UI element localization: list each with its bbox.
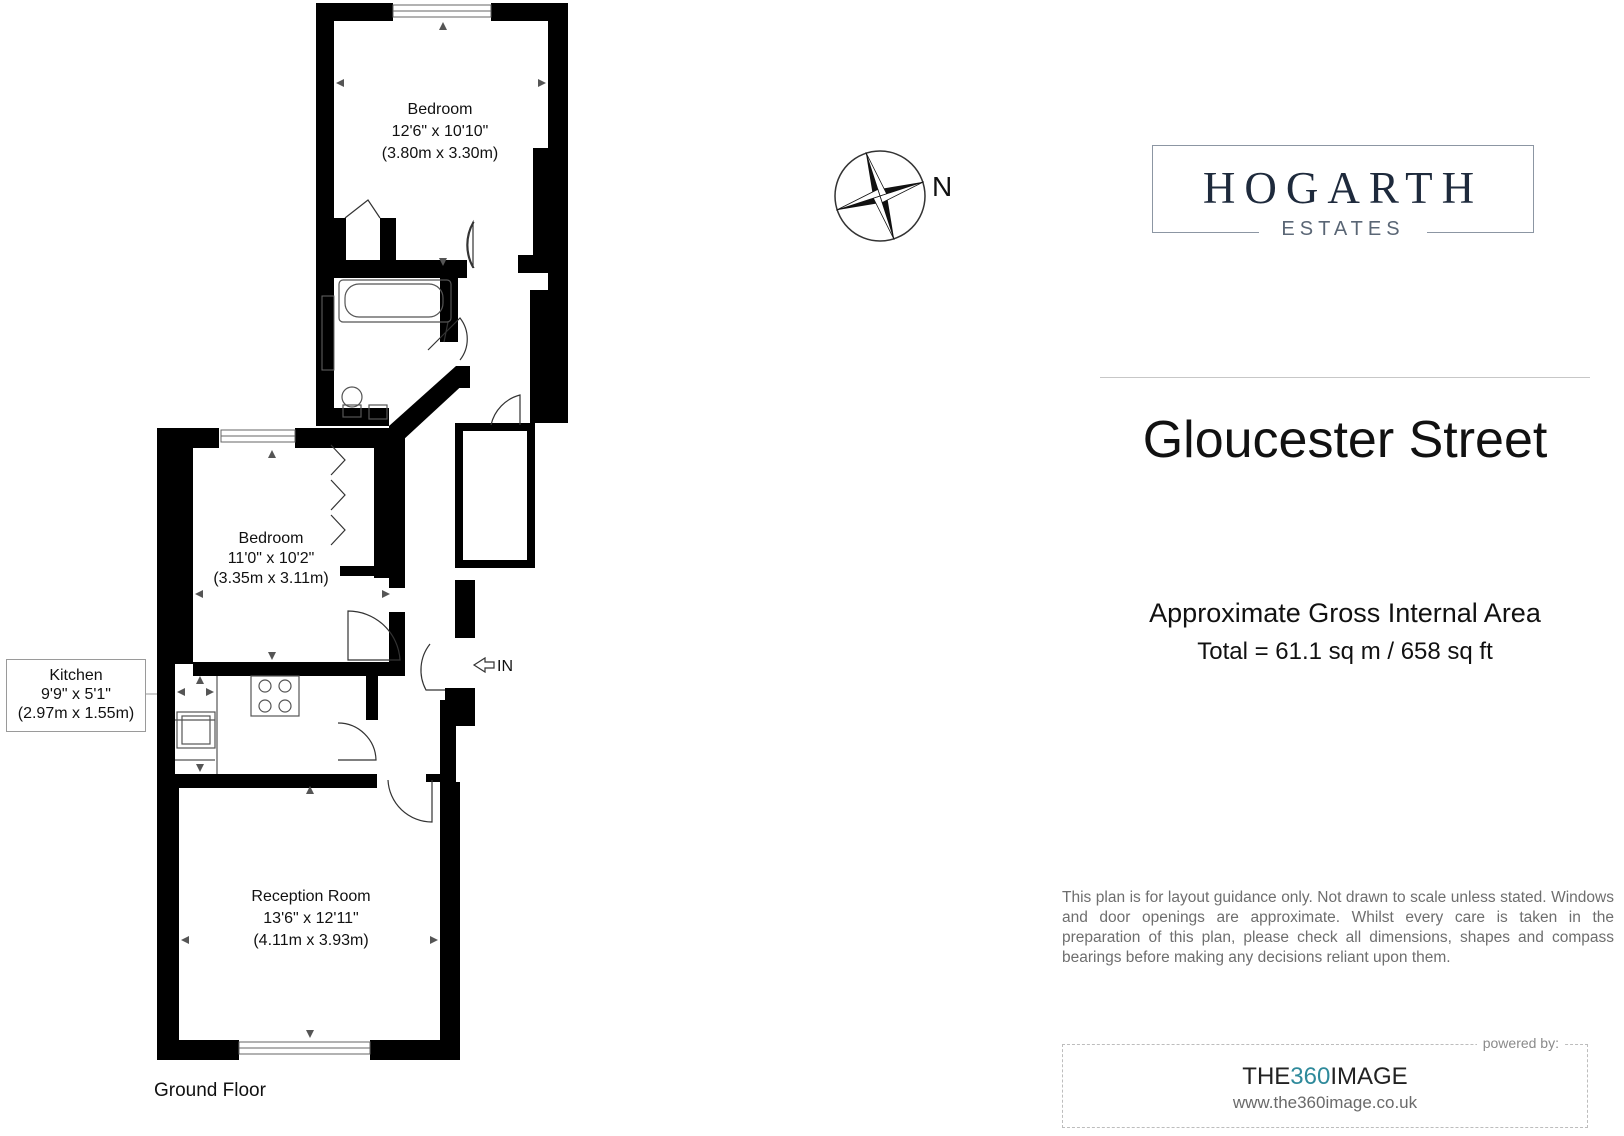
brand-suffix: IMAGE — [1330, 1063, 1408, 1090]
provider-url[interactable]: www.the360image.co.uk — [1232, 1093, 1418, 1112]
room-size-metric: (2.97m x 1.55m) — [17, 705, 135, 722]
door-swings — [331, 200, 520, 822]
room-size-metric: (3.35m x 3.11m) — [213, 570, 329, 587]
property-title: Gloucester Street — [1142, 411, 1548, 469]
room-bedroom-1 — [382, 101, 498, 162]
compass-rose-icon — [822, 138, 938, 254]
brand-prefix: THE — [1242, 1063, 1291, 1090]
powered-by-label: powered by: — [1477, 1035, 1565, 1051]
provider-brand — [1063, 1063, 1587, 1091]
room-size-imperial: 13'6" x 12'11" — [263, 910, 359, 927]
compass — [822, 138, 952, 254]
floor-label: Ground Floor — [154, 1080, 266, 1101]
room-size-metric: (3.80m x 3.30m) — [381, 145, 499, 162]
room-size-metric: (4.11m x 3.93m) — [253, 932, 369, 949]
room-name: Reception Room — [251, 888, 371, 905]
room-size-imperial: 11'0" x 10'2" — [227, 550, 315, 567]
area-heading: Approximate Gross Internal Area — [1149, 598, 1541, 628]
disclaimer-text: This plan is for layout guidance only. Not drawn to scale unless stated. Windows and door openings are approximate. Whilst every care is taken in the preparation of this plan, please check all dimensions, shapes and compass bearings before making any decisions reliant upon them. — [1062, 889, 1614, 966]
powered-by-badge — [1062, 1035, 1588, 1128]
room-name: Kitchen — [49, 667, 103, 684]
entrance-arrow — [474, 658, 513, 675]
dimension-arrows — [177, 22, 546, 1038]
kitchen-fixtures — [175, 676, 299, 774]
room-size-imperial: 12'6" x 10'10" — [391, 123, 489, 140]
logo-name: HOGARTH — [1202, 163, 1484, 213]
room-name: Bedroom — [407, 101, 473, 118]
room-size-imperial: 9'9" x 5'1" — [41, 686, 111, 703]
logo-subtitle: ESTATES — [1259, 218, 1426, 240]
kitchen-label-box — [6, 659, 146, 732]
room-bedroom-2 — [213, 530, 328, 587]
agency-logo — [1152, 145, 1534, 240]
divider — [1100, 377, 1590, 378]
entrance-label: IN — [497, 658, 513, 675]
room-name: Bedroom — [238, 530, 304, 547]
area-total: Total = 61.1 sq m / 658 sq ft — [1197, 638, 1493, 665]
brand-accent: 360 — [1290, 1063, 1331, 1090]
compass-north-label: N — [932, 171, 953, 202]
room-reception — [251, 888, 370, 949]
